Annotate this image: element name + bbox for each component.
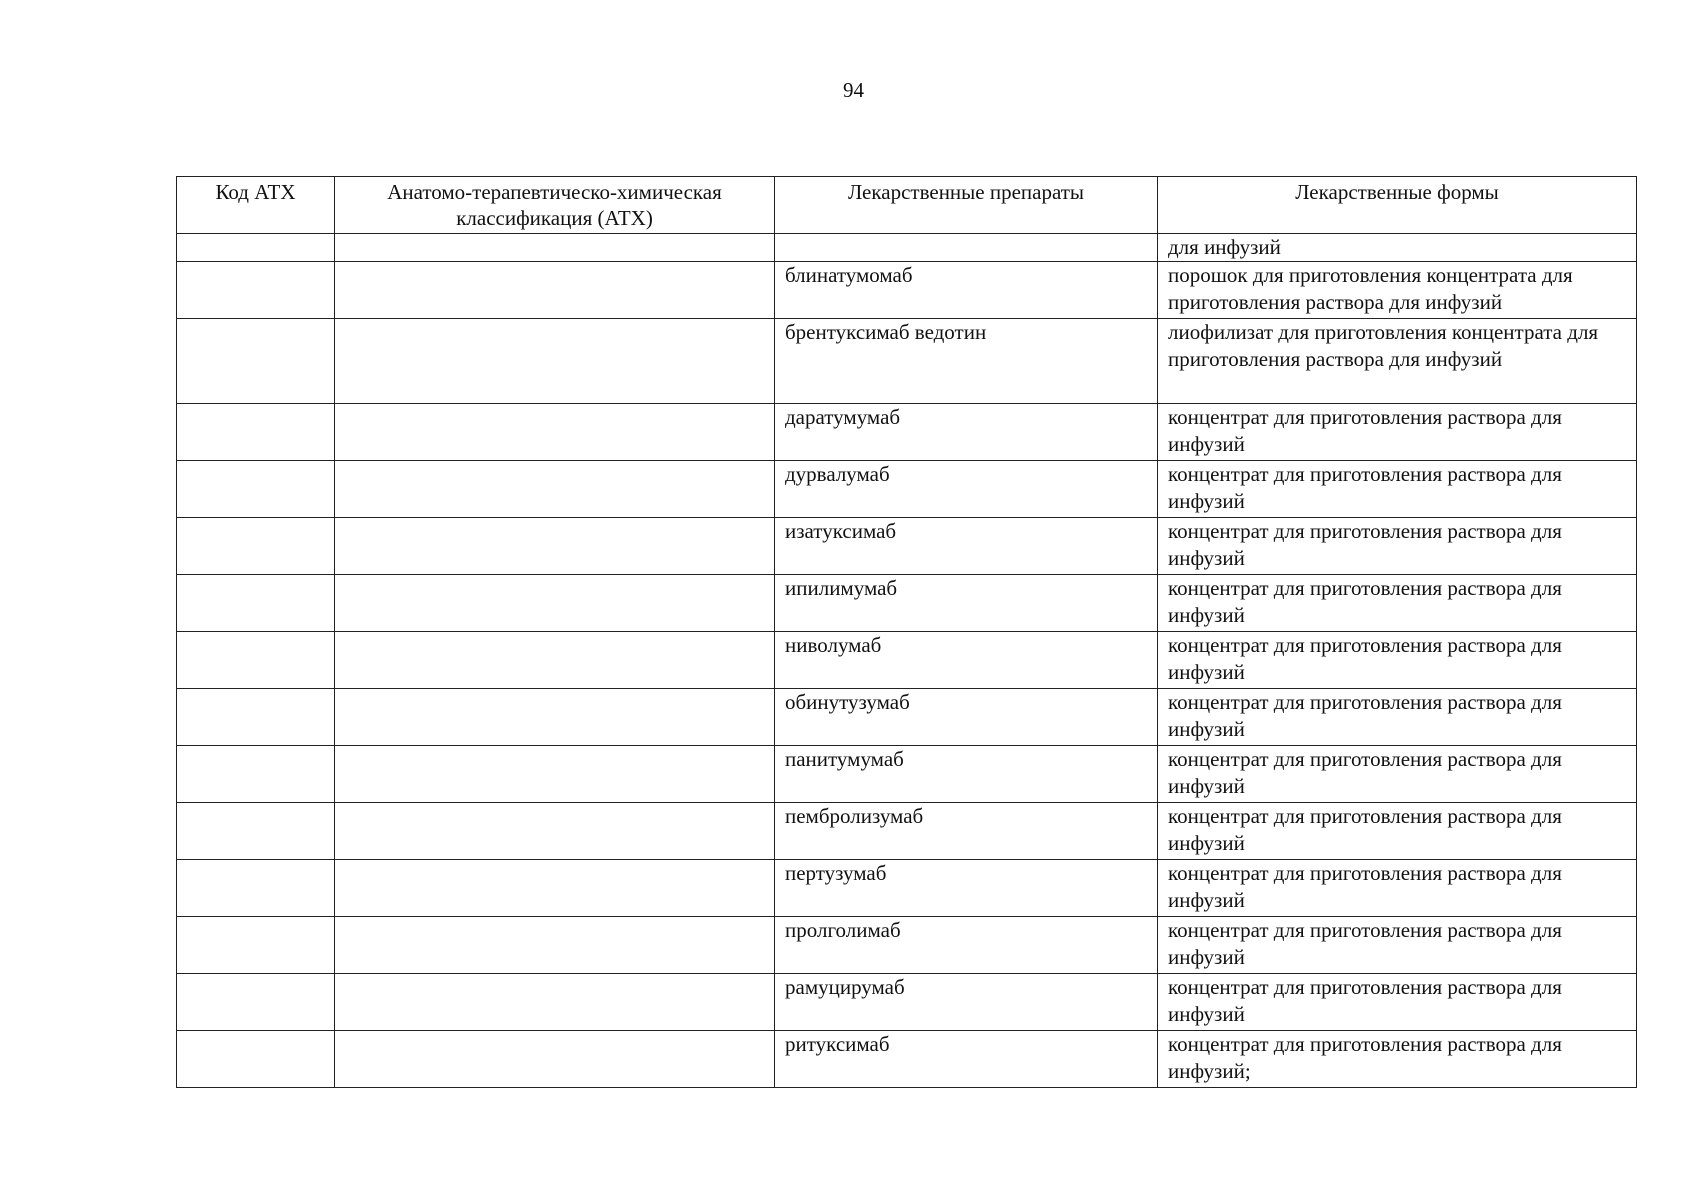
cell-classification — [335, 860, 775, 917]
header-atx-code: Код АТХ — [177, 177, 335, 234]
cell-drug: рамуцирумаб — [775, 974, 1158, 1031]
cell-classification — [335, 404, 775, 461]
cell-form: лиофилизат для приготовления концентрата для приготовления раствора для инфузий — [1158, 319, 1637, 404]
table-row — [177, 689, 1637, 746]
cell-code — [177, 575, 335, 632]
cell-form: концентрат для приготовления раствора для инфузий — [1158, 518, 1637, 575]
cell-form: порошок для приготовления концентрата для приготовления раствора для инфузий — [1158, 262, 1637, 319]
cell-form: концентрат для приготовления раствора для инфузий — [1158, 404, 1637, 461]
cell-classification — [335, 746, 775, 803]
cell-form: концентрат для приготовления раствора для инфузий — [1158, 746, 1637, 803]
cell-classification — [335, 262, 775, 319]
cell-drug: панитумумаб — [775, 746, 1158, 803]
cell-drug: дурвалумаб — [775, 461, 1158, 518]
cell-form: для инфузий — [1158, 234, 1637, 262]
cell-classification — [335, 518, 775, 575]
cell-classification — [335, 974, 775, 1031]
cell-drug: даратумумаб — [775, 404, 1158, 461]
table-row — [177, 575, 1637, 632]
cell-form: концентрат для приготовления раствора для инфузий — [1158, 632, 1637, 689]
cell-code — [177, 803, 335, 860]
cell-drug: пертузумаб — [775, 860, 1158, 917]
cell-code — [177, 746, 335, 803]
cell-drug: ритуксимаб — [775, 1031, 1158, 1088]
cell-classification — [335, 632, 775, 689]
cell-form: концентрат для приготовления раствора для инфузий — [1158, 461, 1637, 518]
cell-form: концентрат для приготовления раствора для инфузий — [1158, 803, 1637, 860]
cell-form: концентрат для приготовления раствора для инфузий — [1158, 575, 1637, 632]
cell-code — [177, 319, 335, 404]
cell-code — [177, 404, 335, 461]
cell-code — [177, 917, 335, 974]
cell-code — [177, 632, 335, 689]
cell-classification — [335, 575, 775, 632]
cell-drug: пембролизумаб — [775, 803, 1158, 860]
cell-drug: брентуксимаб ведотин — [775, 319, 1158, 404]
cell-code — [177, 518, 335, 575]
cell-classification — [335, 234, 775, 262]
table-row — [177, 974, 1637, 1031]
cell-classification — [335, 461, 775, 518]
table-row — [177, 860, 1637, 917]
table-row — [177, 404, 1637, 461]
cell-classification — [335, 803, 775, 860]
cell-code — [177, 461, 335, 518]
table-row — [177, 262, 1637, 319]
table-row — [177, 803, 1637, 860]
cell-code — [177, 234, 335, 262]
atx-drug-table — [176, 176, 1637, 1088]
page-number: 94 — [843, 78, 864, 102]
table-row — [177, 632, 1637, 689]
header-atx-classification: Анатомо-терапевтическо-химическая классификация (АТХ) — [335, 177, 775, 234]
cell-form: концентрат для приготовления раствора для инфузий — [1158, 974, 1637, 1031]
table-row — [177, 234, 1637, 262]
table-row — [177, 518, 1637, 575]
cell-code — [177, 262, 335, 319]
cell-code — [177, 689, 335, 746]
cell-drug: ипилимумаб — [775, 575, 1158, 632]
cell-classification — [335, 1031, 775, 1088]
cell-form: концентрат для приготовления раствора для инфузий — [1158, 917, 1637, 974]
table-row — [177, 461, 1637, 518]
cell-classification — [335, 319, 775, 404]
cell-code — [177, 974, 335, 1031]
table-row — [177, 917, 1637, 974]
cell-classification — [335, 689, 775, 746]
cell-drug — [775, 234, 1158, 262]
table-header-row — [177, 177, 1637, 234]
table-row — [177, 1031, 1637, 1088]
cell-drug: обинутузумаб — [775, 689, 1158, 746]
cell-form: концентрат для приготовления раствора для инфузий — [1158, 689, 1637, 746]
header-dosage-forms: Лекарственные формы — [1158, 177, 1637, 234]
cell-drug: пролголимаб — [775, 917, 1158, 974]
table-row — [177, 746, 1637, 803]
table-row — [177, 319, 1637, 404]
cell-classification — [335, 917, 775, 974]
cell-code — [177, 1031, 335, 1088]
header-drugs: Лекарственные препараты — [775, 177, 1158, 234]
cell-form: концентрат для приготовления раствора для инфузий; — [1158, 1031, 1637, 1088]
cell-code — [177, 860, 335, 917]
cell-form: концентрат для приготовления раствора для инфузий — [1158, 860, 1637, 917]
cell-drug: блинатумомаб — [775, 262, 1158, 319]
cell-drug: изатуксимаб — [775, 518, 1158, 575]
cell-drug: ниволумаб — [775, 632, 1158, 689]
